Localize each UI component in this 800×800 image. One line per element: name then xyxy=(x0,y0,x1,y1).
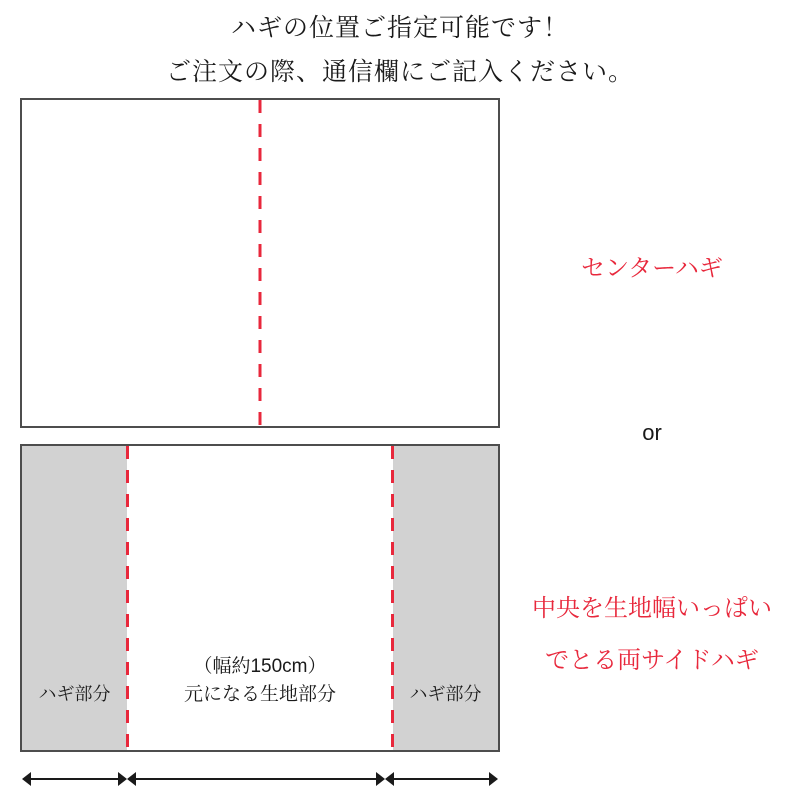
arrow-line xyxy=(29,778,120,780)
seam-line-center-icon xyxy=(259,100,262,426)
caption-or-divider: or xyxy=(642,420,662,445)
arrowhead-right-icon xyxy=(489,772,498,786)
center-seam-diagram xyxy=(20,98,500,428)
label-base-fabric: 元になる生地部分 xyxy=(183,684,336,705)
arrow-line xyxy=(392,778,491,780)
both-sides-seam-diagram xyxy=(20,444,500,752)
caption-both-sides-line1: 中央を生地幅いっぱい xyxy=(532,595,772,622)
headline-primary: ハギの位置ご指定可能です！ xyxy=(230,14,569,42)
caption-both-sides-line2: でとる両サイドハギ xyxy=(545,647,759,674)
caption-center-seam: センターハギ xyxy=(581,255,723,282)
label-seam-left: ハギ部分 xyxy=(38,684,111,704)
arrowhead-right-icon xyxy=(118,772,127,786)
arrow-line xyxy=(134,778,378,780)
arrowhead-right-icon xyxy=(376,772,385,786)
label-fabric-width: （幅約150cm） xyxy=(193,656,327,677)
measure-arrow-right xyxy=(385,772,498,786)
measure-arrow-center xyxy=(127,772,385,786)
headline-secondary: ご注文の際、通信欄にご記入ください。 xyxy=(165,58,634,86)
label-seam-right: ハギ部分 xyxy=(409,684,482,704)
measure-arrow-left xyxy=(22,772,127,786)
